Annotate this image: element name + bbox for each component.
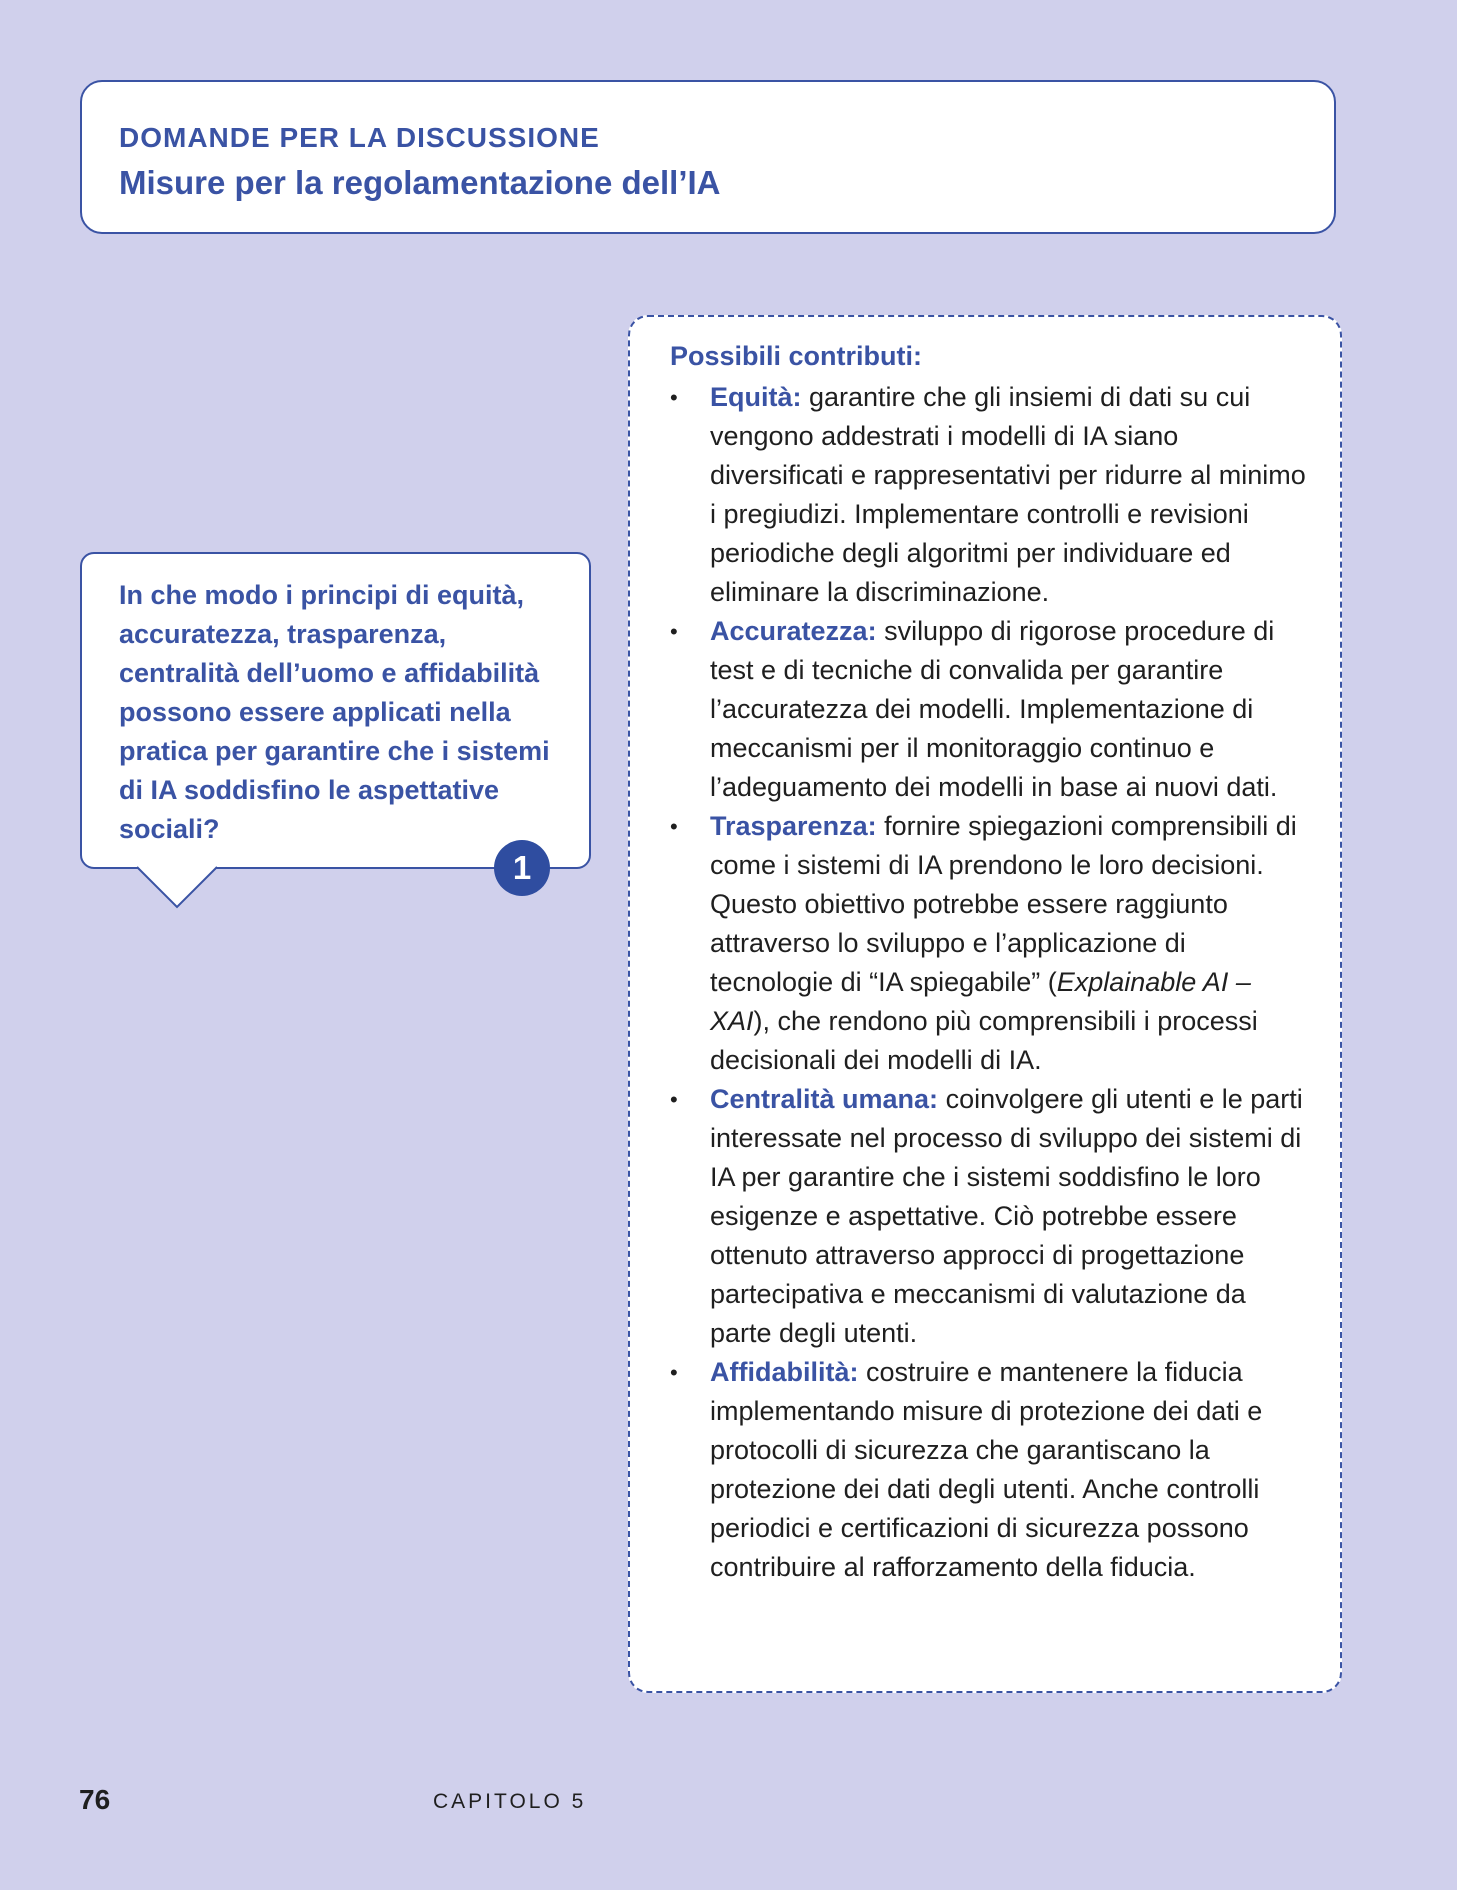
- bullet-icon: •: [670, 1087, 678, 1112]
- bullet-icon: •: [670, 1360, 678, 1385]
- bullet-icon: •: [670, 814, 678, 839]
- list-item: [670, 1080, 1310, 1353]
- speech-bubble-tail: [137, 867, 217, 909]
- section-kicker: DOMANDE PER LA DISCUSSIONE: [119, 122, 600, 153]
- list-item: [670, 807, 1310, 1080]
- item-term: Affidabilità:: [710, 1357, 859, 1387]
- chapter-label: CAPITOLO 5: [433, 1790, 587, 1813]
- question-number-badge: 1: [494, 840, 550, 896]
- item-text: costruire e mantenere la fiducia implementando misure di protezione dei dati e protocolli di sicurezza che garantiscano la protezione dei dati degli utenti. Anche controlli periodici e certificazioni di sicurezza possono contribuire al rafforzamento della fiducia.: [710, 1357, 1263, 1582]
- list-item: [670, 612, 1310, 807]
- bullet-icon: •: [670, 619, 678, 644]
- header-box: [80, 80, 1336, 234]
- bullet-icon: •: [670, 385, 678, 410]
- page-title: Misure per la regolamentazione dell’IA: [119, 164, 721, 201]
- list-item: [670, 378, 1310, 612]
- item-text-italic: Explainable AI – XAI: [710, 967, 1251, 1036]
- item-text: coinvolgere gli utenti e le parti interessate nel processo di sviluppo dei sistemi di IA per garantire che i sistemi soddisfino le loro esigenze e aspettative. Ciò potrebbe essere ottenuto attraverso approcci di progettazione partecipativa e meccanismi di valutazione da parte degli utenti.: [710, 1084, 1303, 1348]
- item-text: fornire spiegazioni comprensibili di come i sistemi di IA prendono le loro decisioni. Questo obiettivo potrebbe essere raggiunto attraverso lo sviluppo e l’applicazione di tecnologie di “IA spiegabile” (: [710, 811, 1297, 997]
- page-number: 76: [79, 1784, 111, 1815]
- answers-box: [628, 315, 1342, 1693]
- answers-heading: Possibili contributi:: [670, 341, 923, 371]
- question-text: In che modo i principi di equità, accuratezza, trasparenza, centralità dell’uomo e affidabilità possono essere applicati nella pratica per garantire che i sistemi di IA soddisfino le aspettative sociali?: [119, 580, 550, 844]
- item-term: Trasparenza:: [710, 811, 877, 841]
- item-term: Equità:: [710, 382, 802, 412]
- list-item: [670, 1353, 1310, 1587]
- item-text: garantire che gli insiemi di dati su cui vengono addestrati i modelli di IA siano diversificati e rappresentativi per ridurre al minimo i pregiudizi. Implementare controlli e revisioni periodiche degli algoritmi per individuare ed eliminare la discriminazione.: [710, 382, 1306, 607]
- question-bubble: [80, 552, 591, 869]
- answers-list: [670, 378, 1310, 1587]
- item-term: Accuratezza:: [710, 616, 877, 646]
- item-text: sviluppo di rigorose procedure di test e di tecniche di convalida per garantire l’accuratezza dei modelli. Implementazione di meccanismi per il monitoraggio continuo e l’adeguamento dei modelli in base ai nuovi dati.: [710, 616, 1278, 802]
- item-term: Centralità umana:: [710, 1084, 939, 1114]
- item-text: ), che rendono più comprensibili i processi decisionali dei modelli di IA.: [710, 1006, 1258, 1075]
